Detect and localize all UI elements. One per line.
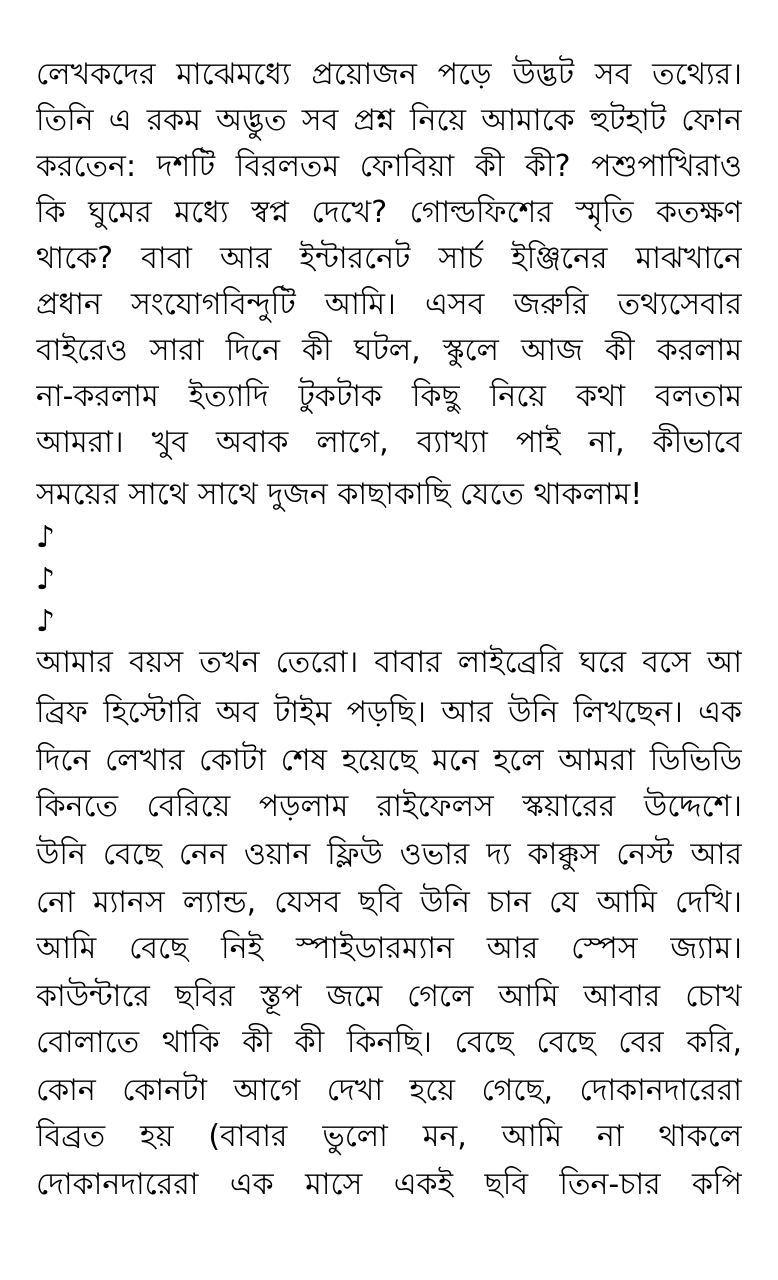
text-line: নো ম্যানস ল্যান্ড, যেসব ছবি উনি চান যে আমি দেখি। — [36, 885, 742, 920]
text-line: লেখকদের মাঝেমধ্যে প্রয়োজন পড়ে উদ্ভট সব তথ্যের। — [36, 57, 742, 92]
text-line: কোন কোনটা আগে দেখা হয়ে গেছে, দোকানদারেরা — [36, 1073, 742, 1108]
text-line: বিব্রত হয় (বাবার ভুলো মন, আমি না থাকলে — [36, 1119, 742, 1154]
music-note-separator: ♪ — [36, 562, 56, 597]
text-line: তিনি এ রকম অদ্ভুত সব প্রশ্ন নিয়ে আমাকে হুটহাট ফোন — [36, 103, 742, 138]
text-line: দোকানদারেরা এক মাসে একই ছবি তিন-চার কপি — [36, 1167, 742, 1202]
text-line: না-করলাম ইত্যাদি টুকটাক কিছু নিয়ে কথা বলতাম — [36, 379, 742, 414]
music-note-separator: ♪ — [36, 520, 56, 555]
text-line: কাউন্টারে ছবির স্তূপ জমে গেলে আমি আবার চোখ — [36, 979, 742, 1014]
text-line: কি ঘুমের মধ্যে স্বপ্ন দেখে? গোল্ডফিশের স্মৃতি কতক্ষণ — [36, 195, 742, 230]
text-line: আমি বেছে নিই স্পাইডারম্যান আর স্পেস জ্যাম। — [36, 931, 742, 966]
text-line: ব্রিফ হিস্টোরি অব টাইম পড়ছি। আর উনি লিখছেন। এক — [36, 695, 742, 730]
music-note-separator: ♪ — [36, 604, 56, 639]
text-line: বাইরেও সারা দিনে কী ঘটল, স্কুলে আজ কী করলাম — [36, 333, 742, 368]
text-line: বোলাতে থাকি কী কী কিনছি। বেছে বেছে বের করি, — [36, 1025, 742, 1060]
text-line: দিনে লেখার কোটা শেষ হয়েছে মনে হলে আমরা ডিভিডি — [36, 743, 742, 778]
text-line: করতেন: দশটি বিরলতম ফোবিয়া কী কী? পশুপাখিরাও — [36, 149, 742, 184]
text-line: আমরা। খুব অবাক লাগে, ব্যাখ্যা পাই না, কীভাবে — [36, 425, 742, 460]
text-line: আমার বয়স তখন তেরো। বাবার লাইব্রেরি ঘরে বসে আ — [36, 645, 742, 680]
text-line: থাকে? বাবা আর ইন্টারনেট সার্চ ইঞ্জিনের মাঝখানে — [36, 241, 742, 276]
text-line: উনি বেছে নেন ওয়ান ফ্লিউ ওভার দ্য কাক্কুস নেস্ট আর — [36, 837, 742, 872]
text-line: সময়ের সাথে সাথে দুজন কাছাকাছি যেতে থাকলাম! — [36, 477, 643, 512]
text-line: প্রধান সংযোগবিন্দুটি আমি। এসব জরুরি তথ্যসেবার — [36, 287, 742, 322]
text-line: কিনতে বেরিয়ে পড়লাম রাইফেলস স্কয়ারের উদ্দেশে। — [36, 789, 742, 824]
